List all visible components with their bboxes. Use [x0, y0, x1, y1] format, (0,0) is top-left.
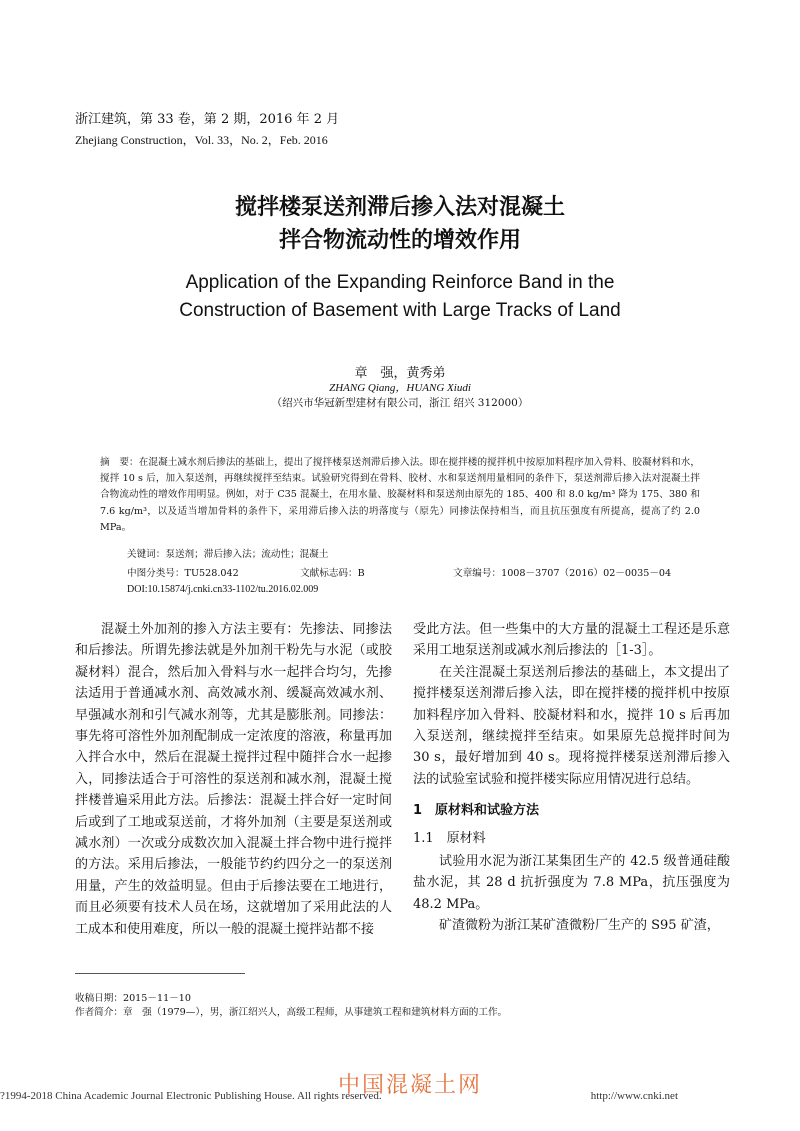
- author-bio: 作者简介：章 强（1979—），男，浙江绍兴人，高级工程师，从事建筑工程和建筑材料方面的工作。: [75, 1007, 508, 1018]
- document-code: 文献标志码：B: [300, 568, 365, 579]
- title-cn-line2: 拌合物流动性的增效作用: [278, 228, 521, 253]
- received-date: 收稿日期：2015－11－10: [75, 993, 191, 1004]
- paragraph: 在关注混凝土泵送剂后掺法的基础上，本文提出了搅拌楼泵送剂滞后掺入法，即在搅拌楼的搅拌机中按原加料程序加入骨料、胶凝材料和水，搅拌 10 s 后再加入泵送剂，继续搅拌至结束。如果原先总搅拌时间为 30 s，最好增加到 40 s。现将搅拌楼泵送剂滞后掺入法的试验室试验和搅拌楼实际应用情况进行总结。: [413, 664, 730, 787]
- title-en-line2: Construction of Basement with Large Tracks of Land: [179, 300, 621, 321]
- classification-row: [127, 565, 707, 579]
- authors-en: ZHANG Qiang，HUANG Xiudi: [329, 382, 471, 394]
- article-number: 文章编号：1008－3707（2016）02－0035－04: [453, 568, 672, 579]
- paragraph: 混凝土外加剂的掺入方法主要有：先掺法、同掺法和后掺法。所谓先掺法就是外加剂干粉先与水泥（或胶凝材料）混合，然后加入骨料与水一起拌合均匀，先掺法适用于普通减水剂、高效减水剂、缓凝高效减水剂、早强减水剂和引气减水剂等，尤其是膨胀剂。同掺法：事先将可溶性外加剂配制成一定浓度的溶液，称量再加入拌合水中，然后在混凝土搅拌过程中随拌合水一起掺入，同掺法适合于可溶性的泵送剂和减水剂，混凝土搅拌楼普遍采用此方法。后掺法：混凝土拌合好一定时间后或到了工地或泵送前，才将外加剂（主要是泵送剂或减水剂）一次或分成数次加入混凝土拌合物中进行搅拌的方法。采用后掺法，一般能节约约四分之一的泵送剂用量，产生的效益明显。但由于后掺法要在工地进行，而且必须要有技术人员在场，这就增加了采用此法的人工成本和使用难度，所以一般的混凝土搅拌站都不接: [75, 622, 392, 937]
- watermark: 中国混凝土网: [337, 1073, 482, 1098]
- body-column-right: [413, 619, 730, 937]
- footnote-rule: [75, 973, 245, 974]
- authors-cn: 章 强，黄秀弟: [354, 366, 446, 381]
- title-cn-line1: 搅拌楼泵送剂滞后掺入法对混凝土: [234, 195, 565, 220]
- abstract: 摘 要：在混凝土减水剂后掺法的基础上，提出了搅拌楼泵送剂滞后掺入法。即在搅拌楼的搅拌机中按原加料程序加入骨料、胶凝材料和水，搅拌 10 s 后，加入泵送剂，再继续搅拌至结束。试验研究得到在骨料、胶材、水和泵送剂用量相同的条件下，泵送剂滞后掺入法对混凝土拌合物流动性的增效作用明显。例如，对于 C35 混凝土，在用水量、胶凝材料和泵送剂由原先的 185、400 和 8.0 kg/m³ 降为 175、380 和 7.6 kg/m³，以及适当增加骨料的条件下，采用滞后掺入法的坍落度与（原先）同掺法保持相当，而且抗压强度有所提高，提高了约 2.0 MPa。: [100, 457, 700, 533]
- subsection-heading: 1.1 原材料: [413, 830, 486, 846]
- paragraph: 受此方法。但一些集中的大方量的混凝土工程还是乐意采用工地泵送剂或减水剂后掺法的［1-3］。: [413, 622, 730, 659]
- footer-url[interactable]: http://www.cnki.net: [590, 1090, 678, 1102]
- doi: DOI:10.15874/j.cnki.cn33-1102/tu.2016.02.009: [127, 584, 319, 595]
- title-en-line1: Application of the Expanding Reinforce Band in the: [185, 272, 615, 293]
- copyright-notice: ?1994-2018 China Academic Journal Electronic Publishing House. All rights reserved.: [0, 1090, 382, 1102]
- paragraph: 试验用水泥为浙江某集团生产的 42.5 级普通硅酸盐水泥，其 28 d 抗折强度为 7.8 MPa，抗压强度为 48.2 MPa。: [413, 854, 730, 912]
- journal-citation-cn: 浙江建筑，第 33 卷，第 2 期，2016 年 2 月: [75, 112, 340, 127]
- body-column-left: [75, 619, 392, 940]
- keywords: 关键词：泵送剂；滞后掺入法；流动性；混凝土: [127, 549, 329, 560]
- paragraph: 矿渣微粉为浙江某矿渣微粉厂生产的 S95 矿渣，: [439, 918, 720, 934]
- clc-number: 中图分类号：TU528.042: [127, 568, 239, 579]
- section-heading: 1 原材料和试验方法: [413, 803, 540, 819]
- journal-citation-en: Zhejiang Construction，Vol. 33，No. 2，Feb. 2016: [75, 133, 328, 147]
- affiliation: （绍兴市华冠新型建材有限公司，浙江 绍兴 312000）: [271, 397, 529, 409]
